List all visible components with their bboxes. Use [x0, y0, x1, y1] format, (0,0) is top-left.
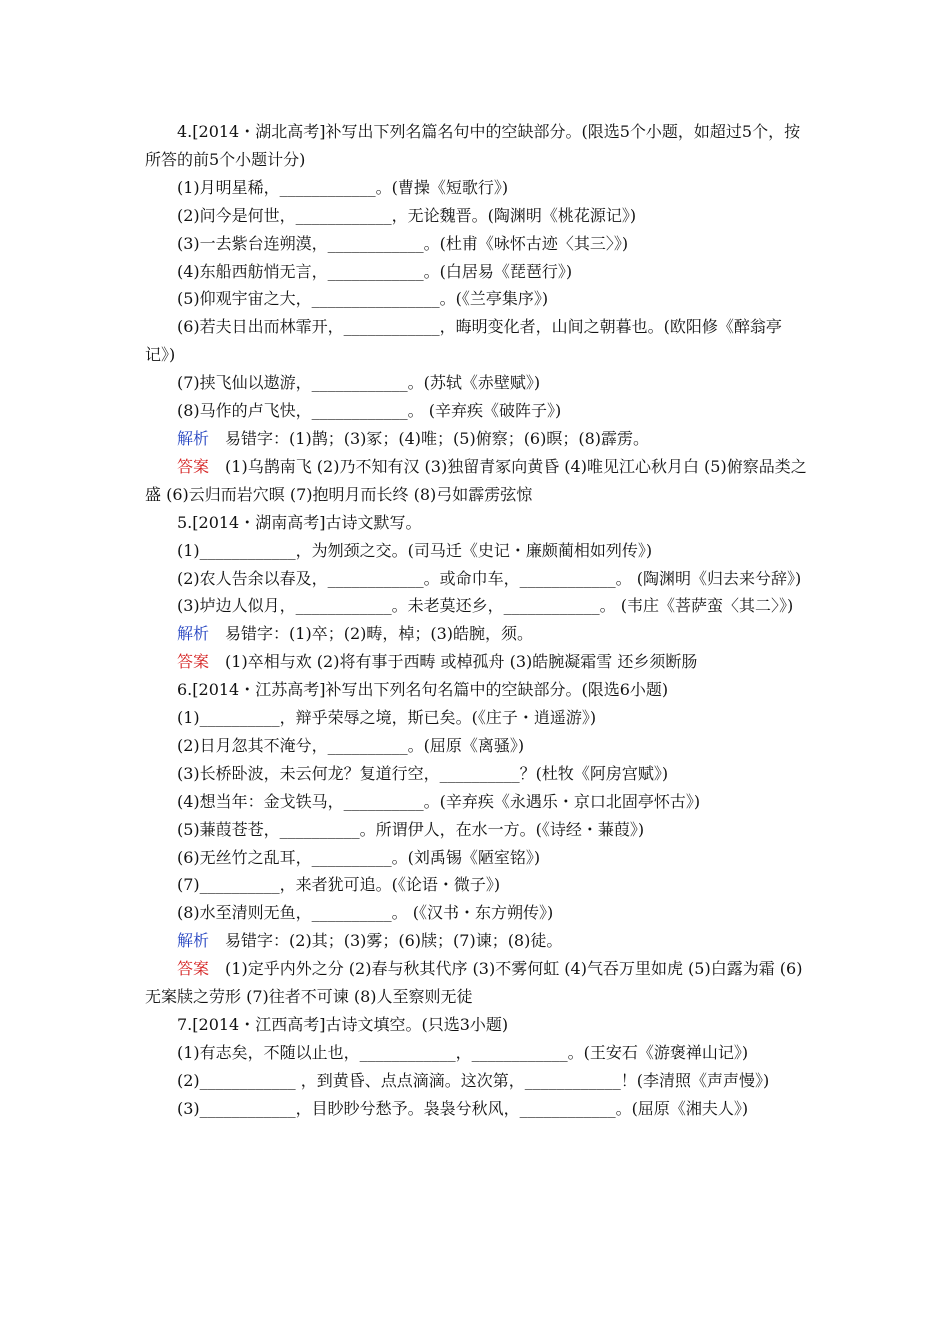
- question-line: [145, 676, 810, 704]
- line-text: (1)____________，为刎颈之交。(司马迁《史记・廉颇蔺相如列传》): [177, 540, 653, 560]
- answer-line: [145, 453, 810, 509]
- answer-line: [145, 955, 810, 1011]
- line-text: (1)乌鹊南飞 (2)乃不知有汉 (3)独留青冢向黄昏 (4)唯见江心秋月白 (5)俯察品类之盛 (6)云归而岩穴暝 (7)抱明月而长终 (8)弓如霹雳弦惊: [145, 456, 807, 504]
- line-text: (2)____________ ，到黄昏、点点滴滴。这次第，____________！(李清照《声声慢》): [177, 1070, 770, 1090]
- question-line: [145, 369, 810, 397]
- question-line: [145, 118, 810, 174]
- line-text: (1)月明星稀，____________。(曹操《短歌行》): [177, 177, 509, 197]
- line-text: (7)挟飞仙以遨游，____________。(苏轼《赤壁赋》): [177, 373, 541, 393]
- question-line: [145, 258, 810, 286]
- line-text: (4)想当年：金戈铁马，__________。(辛弃疾《永遇乐・京口北固亭怀古》): [177, 791, 701, 811]
- question-line: [145, 397, 810, 425]
- line-text: (3)长桥卧波，未云何龙？复道行空，__________？(杜牧《阿房宫赋》): [177, 763, 669, 783]
- answer-line: [145, 648, 810, 676]
- line-text: (2)农人告余以春及，____________。或命巾车，____________。 (陶渊明《归去来兮辞》): [177, 568, 802, 588]
- analysis-label: 解析: [177, 428, 210, 448]
- line-text: (5)蒹葭苍苍，__________。所谓伊人，在水一方。(《诗经・蒹葭》): [177, 819, 645, 839]
- line-text: (5)仰观宇宙之大，________________。(《兰亭集序》): [177, 289, 549, 309]
- line-text: (8)马作的卢飞快，____________。 (辛弃疾《破阵子》): [177, 401, 562, 421]
- line-text: (2)问今是何世，____________，无论魏晋。(陶渊明《桃花源记》): [177, 205, 637, 225]
- analysis-label: 解析: [177, 931, 210, 951]
- line-text: (8)水至清则无鱼，__________。 (《汉书・东方朔传》): [177, 903, 554, 923]
- answer-label: 答案: [177, 959, 210, 979]
- line-text: (3)垆边人似月，____________。未老莫还乡，____________。 (韦庄《菩萨蛮〈其二〉》): [177, 596, 794, 616]
- line-text: (6)若夫日出而林霏开，____________，晦明变化者，山间之朝暮也。(欧阳修《醉翁亭记》): [145, 317, 782, 365]
- line-text: 5.[2014・湖南高考]古诗文默写。: [177, 512, 422, 532]
- question-line: [145, 732, 810, 760]
- line-text: 6.[2014・江苏高考]补写出下列名句名篇中的空缺部分。(限选6小题): [177, 680, 669, 700]
- line-text: (1)定乎内外之分 (2)春与秋其代序 (3)不雾何虹 (4)气吞万里如虎 (5)白露为霜 (6)无案牍之劳形 (7)往者不可谏 (8)人至察则无徒: [145, 959, 803, 1007]
- line-text: (3)____________，目眇眇兮愁予。袅袅兮秋风，____________。(屈原《湘夫人》): [177, 1098, 749, 1118]
- line-text: 易错字：(1)卒；(2)畴，棹；(3)皓腕，须。: [225, 624, 534, 644]
- question-line: [145, 816, 810, 844]
- question-line: [145, 592, 810, 620]
- question-line: [145, 509, 810, 537]
- line-text: (1)__________，辩乎荣辱之境，斯已矣。(《庄子・逍遥游》): [177, 708, 597, 728]
- question-line: [145, 1095, 810, 1123]
- line-text: 易错字：(1)鹊；(3)冢；(4)唯；(5)俯察；(6)暝；(8)霹雳。: [225, 428, 650, 448]
- question-line: [145, 230, 810, 258]
- question-line: [145, 174, 810, 202]
- question-line: [145, 537, 810, 565]
- answer-label: 答案: [177, 652, 210, 672]
- line-text: (3)一去紫台连朔漠，____________。(杜甫《咏怀古迹〈其三〉》): [177, 233, 629, 253]
- question-line: [145, 871, 810, 899]
- line-text: (1)卒相与欢 (2)将有事于西畴 或棹孤舟 (3)皓腕凝霜雪 还乡须断肠: [225, 652, 698, 672]
- question-line: [145, 565, 810, 593]
- question-line: [145, 285, 810, 313]
- line-text: (4)东船西舫悄无言，____________。(白居易《琵琶行》): [177, 261, 573, 281]
- question-line: [145, 202, 810, 230]
- line-text: (6)无丝竹之乱耳，__________。(刘禹锡《陋室铭》): [177, 847, 541, 867]
- line-text: 7.[2014・江西高考]古诗文填空。(只选3小题): [177, 1015, 509, 1034]
- question-line: [145, 704, 810, 732]
- question-line: [145, 1039, 810, 1067]
- question-line: [145, 844, 810, 872]
- answer-label: 答案: [177, 456, 210, 476]
- question-line: [145, 313, 810, 369]
- exercise-text: [145, 118, 810, 1123]
- question-line: [145, 1011, 810, 1039]
- line-text: (7)__________，来者犹可追。(《论语・微子》): [177, 875, 501, 895]
- analysis-line: [145, 927, 810, 955]
- question-line: [145, 760, 810, 788]
- line-text: 4.[2014・湖北高考]补写出下列名篇名句中的空缺部分。(限选5个小题，如超过5个，按所答的前5个小题计分): [145, 122, 801, 169]
- analysis-line: [145, 425, 810, 453]
- question-line: [145, 899, 810, 927]
- question-line: [145, 788, 810, 816]
- line-text: (1)有志矣，不随以止也，____________，____________。(王安石《游褒禅山记》): [177, 1042, 749, 1062]
- line-text: 易错字：(2)其；(3)雾；(6)牍；(7)谏；(8)徒。: [225, 931, 563, 951]
- line-text: (2)日月忽其不淹兮，__________。(屈原《离骚》): [177, 735, 525, 755]
- analysis-label: 解析: [177, 624, 210, 644]
- analysis-line: [145, 620, 810, 648]
- question-line: [145, 1067, 810, 1095]
